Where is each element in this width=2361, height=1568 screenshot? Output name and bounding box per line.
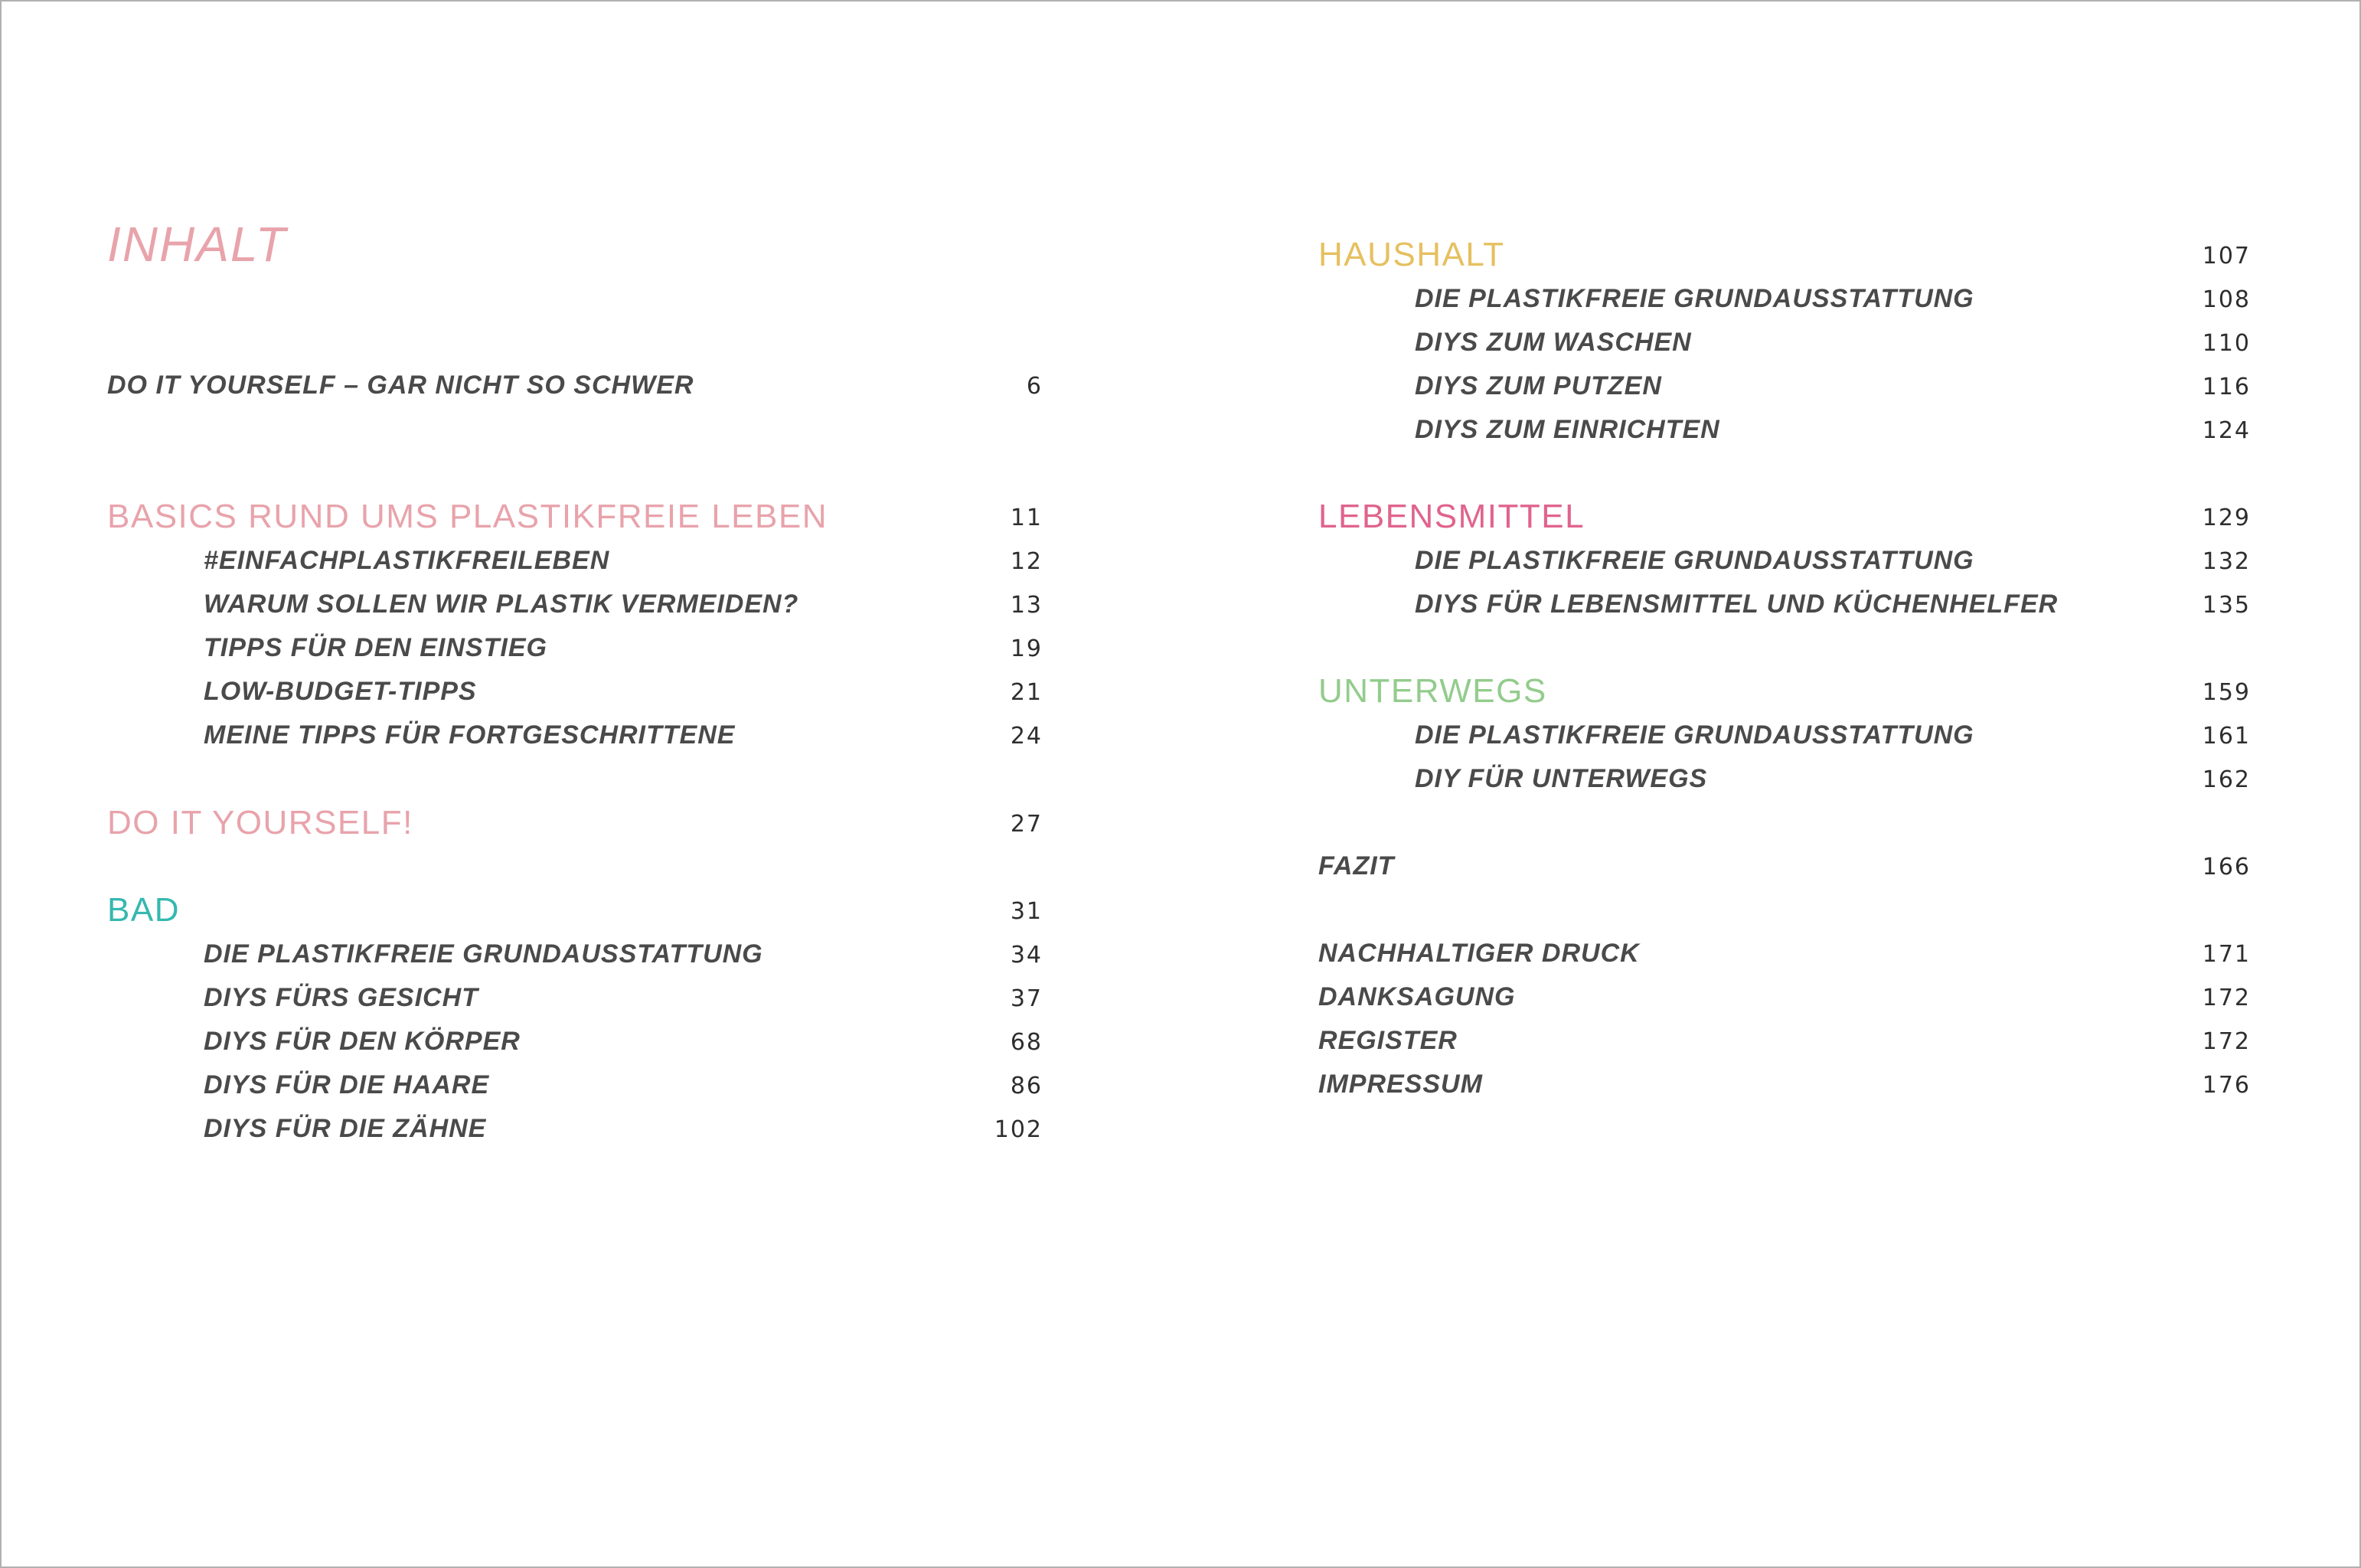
toc-entry[interactable]	[1318, 585, 2251, 623]
toc-entry-page: 24	[1010, 723, 1043, 750]
toc-entry[interactable]	[1318, 1021, 2251, 1060]
toc-entry[interactable]	[1318, 279, 2251, 318]
toc-entry[interactable]	[1318, 716, 2251, 754]
toc-entry-page: 110	[2202, 330, 2251, 357]
toc-section-basics[interactable]	[107, 498, 1043, 536]
toc-entry-label: DIE PLASTIKFREIE GRUNDAUSSTATTUNG	[1415, 720, 1974, 750]
toc-entry[interactable]	[1318, 367, 2251, 405]
toc-entry-page: 68	[1010, 1029, 1043, 1056]
toc-entry-page: 132	[2202, 548, 2251, 575]
toc-entry-page: 34	[1010, 942, 1043, 969]
toc-section-label: BAD	[107, 891, 180, 929]
toc-entry-label: FAZIT	[1318, 851, 1395, 880]
toc-entry-label: DIYS FÜR DIE HAARE	[204, 1070, 490, 1099]
toc-entry-page: 161	[2202, 723, 2251, 750]
toc-entry[interactable]	[107, 716, 1043, 754]
toc-section-lebensmittel[interactable]	[1318, 498, 2251, 536]
toc-entry[interactable]	[107, 1066, 1043, 1104]
toc-entry-label: #EINFACHPLASTIKFREILEBEN	[204, 546, 610, 575]
toc-entry-page: 11	[1010, 505, 1043, 531]
toc-entry-label: IMPRESSUM	[1318, 1070, 1483, 1099]
toc-entry-page: 124	[2202, 417, 2251, 444]
toc-entry-label: DANKSAGUNG	[1318, 982, 1516, 1011]
toc-entry-page: 102	[994, 1116, 1043, 1143]
toc-entry-label: LOW-BUDGET-TIPPS	[204, 677, 477, 706]
toc-section-label: BASICS RUND UMS PLASTIKFREIE LEBEN	[107, 498, 828, 535]
toc-section-label: UNTERWEGS	[1318, 672, 1547, 710]
toc-entry-page: 171	[2202, 941, 2251, 968]
toc-entry[interactable]	[107, 1109, 1043, 1148]
toc-entry-label: DIE PLASTIKFREIE GRUNDAUSSTATTUNG	[1415, 284, 1974, 313]
toc-entry[interactable]	[107, 1022, 1043, 1060]
toc-section-unterwegs[interactable]	[1318, 672, 2251, 710]
toc-entry[interactable]	[1318, 1065, 2251, 1103]
toc-entry[interactable]	[1318, 541, 2251, 580]
toc-entry-label: TIPPS FÜR DEN EINSTIEG	[204, 633, 547, 662]
toc-entry-label: MEINE TIPPS FÜR FORTGESCHRITTENE	[204, 720, 736, 750]
toc-entry-label: NACHHALTIGER DRUCK	[1318, 939, 1640, 968]
toc-entry-page: 162	[2202, 766, 2251, 793]
toc-section-haushalt[interactable]	[1318, 236, 2251, 274]
toc-entry-label: DIYS ZUM PUTZEN	[1415, 371, 1662, 400]
toc-section-label: HAUSHALT	[1318, 236, 1505, 273]
toc-entry-page: 12	[1010, 548, 1043, 575]
toc-entry-page: 159	[2202, 679, 2251, 706]
toc-section-label: LEBENSMITTEL	[1318, 498, 1585, 535]
toc-entry-label: DO IT YOURSELF – GAR NICHT SO SCHWER	[107, 371, 694, 400]
toc-entry-page: 116	[2202, 374, 2251, 400]
toc-entry[interactable]	[107, 541, 1043, 580]
toc-entry[interactable]	[1318, 760, 2251, 798]
toc-entry[interactable]	[107, 366, 1043, 404]
toc-entry-page: 107	[2202, 243, 2251, 270]
toc-entry-page: 13	[1010, 592, 1043, 619]
toc-entry[interactable]	[1318, 934, 2251, 972]
toc-entry[interactable]	[107, 672, 1043, 710]
toc-entry-label: REGISTER	[1318, 1026, 1458, 1055]
toc-entry-label: DIYS FÜR DEN KÖRPER	[204, 1027, 521, 1056]
toc-entry[interactable]	[1318, 847, 2251, 885]
toc-entry-page: 37	[1010, 985, 1043, 1012]
toc-entry-page: 172	[2202, 1028, 2251, 1055]
toc-entry[interactable]	[107, 585, 1043, 623]
toc-entry-label: WARUM SOLLEN WIR PLASTIK VERMEIDEN?	[204, 590, 799, 619]
toc-entry-page: 166	[2202, 854, 2251, 880]
toc-entry-label: DIYS FÜRS GESICHT	[204, 983, 478, 1012]
toc-entry-label: DIYS ZUM EINRICHTEN	[1415, 415, 1720, 444]
toc-entry-page: 108	[2202, 286, 2251, 313]
toc-entry-page: 6	[1026, 373, 1043, 400]
toc-entry-page: 135	[2202, 592, 2251, 619]
toc-entry-label: DIE PLASTIKFREIE GRUNDAUSSTATTUNG	[1415, 546, 1974, 575]
toc-entry-label: DIY FÜR UNTERWEGS	[1415, 764, 1708, 793]
toc-entry-page: 27	[1010, 811, 1043, 838]
toc-entry-label: DIYS FÜR LEBENSMITTEL UND KÜCHENHELFER	[1415, 590, 2059, 619]
toc-entry[interactable]	[1318, 323, 2251, 361]
toc-section-bad[interactable]	[107, 891, 1043, 929]
toc-section-do-it-yourself[interactable]	[107, 804, 1043, 842]
toc-entry-page: 86	[1010, 1073, 1043, 1099]
toc-entry-label: DIYS FÜR DIE ZÄHNE	[204, 1114, 487, 1143]
toc-entry-page: 19	[1010, 635, 1043, 662]
toc-entry-page: 129	[2202, 505, 2251, 531]
toc-entry-page: 21	[1010, 679, 1043, 706]
toc-entry-page: 172	[2202, 985, 2251, 1011]
toc-entry-page: 176	[2202, 1072, 2251, 1099]
toc-entry-page: 31	[1010, 898, 1043, 925]
toc-entry[interactable]	[107, 978, 1043, 1017]
toc-entry[interactable]	[1318, 978, 2251, 1016]
toc-section-label: DO IT YOURSELF!	[107, 804, 413, 841]
toc-entry[interactable]	[107, 935, 1043, 973]
toc-title: INHALT	[107, 217, 287, 272]
toc-entry-label: DIYS ZUM WASCHEN	[1415, 328, 1692, 357]
toc-entry-label: DIE PLASTIKFREIE GRUNDAUSSTATTUNG	[204, 939, 763, 969]
toc-entry[interactable]	[1318, 410, 2251, 449]
toc-entry[interactable]	[107, 629, 1043, 667]
